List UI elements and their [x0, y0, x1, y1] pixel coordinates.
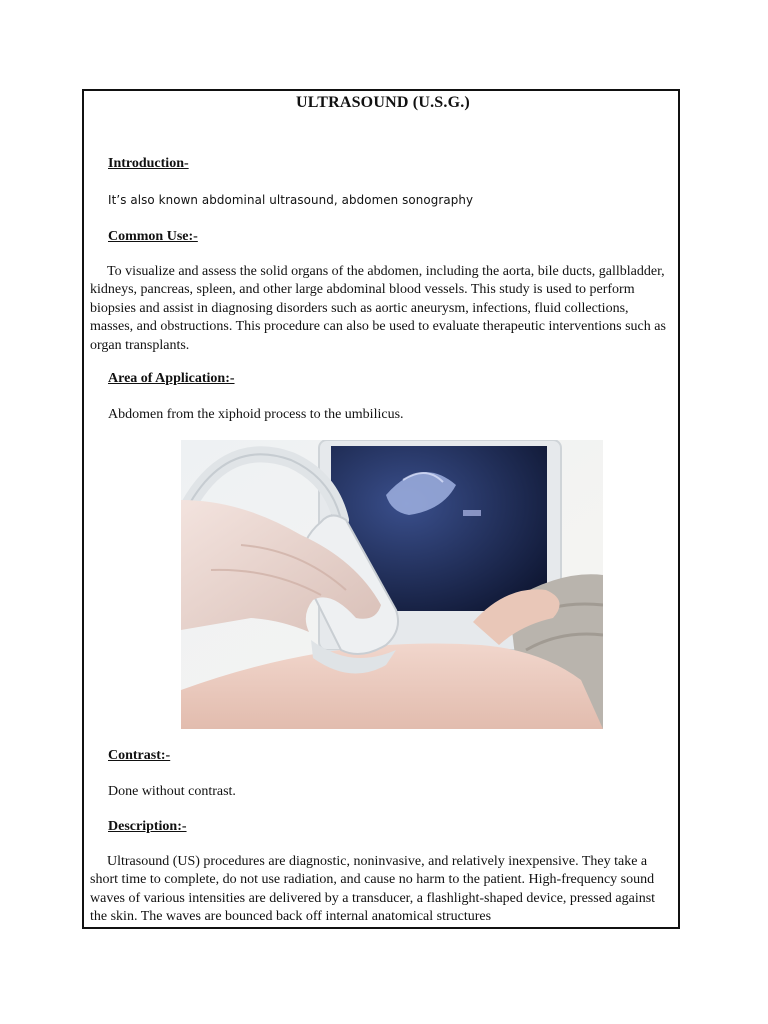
ultrasound-photo — [181, 440, 603, 729]
area-of-application-heading: Area of Application:- — [108, 371, 235, 386]
contrast-text: Done without contrast. — [108, 784, 236, 799]
contrast-heading: Contrast:- — [108, 748, 171, 763]
introduction-heading: Introduction- — [108, 156, 189, 171]
description-paragraph: Ultrasound (US) procedures are diagnostic, noninvasive, and relatively inexpensive. They take a short time to complete, do not use radiation, and cause no harm to the patient. High-frequency sound waves of various intensities are delivered by a transducer, a flashlight-shaped device, pressed against the skin. The waves are bounced back off internal anatomical structures — [90, 854, 656, 925]
description-heading: Description:- — [108, 819, 187, 834]
introduction-text: It’s also known abdominal ultrasound, abdomen sonography — [108, 192, 474, 207]
area-of-application-text: Abdomen from the xiphoid process to the umbilicus. — [108, 407, 404, 422]
common-use-paragraph: To visualize and assess the solid organs of the abdomen, including the aorta, bile ducts, gallbladder, kidneys, pancreas, spleen, and other large abdominal blood vessels. This study is used to perform biopsies and assist in diagnosing disorders such as aortic aneurysm, infections, fluid collections, masses, and obstructions. This procedure can also be used to evaluate therapeutic interventions such as organ transplants. — [90, 264, 666, 353]
page-title: ULTRASOUND (U.S.G.) — [296, 94, 470, 111]
common-use-heading: Common Use:- — [108, 229, 198, 244]
